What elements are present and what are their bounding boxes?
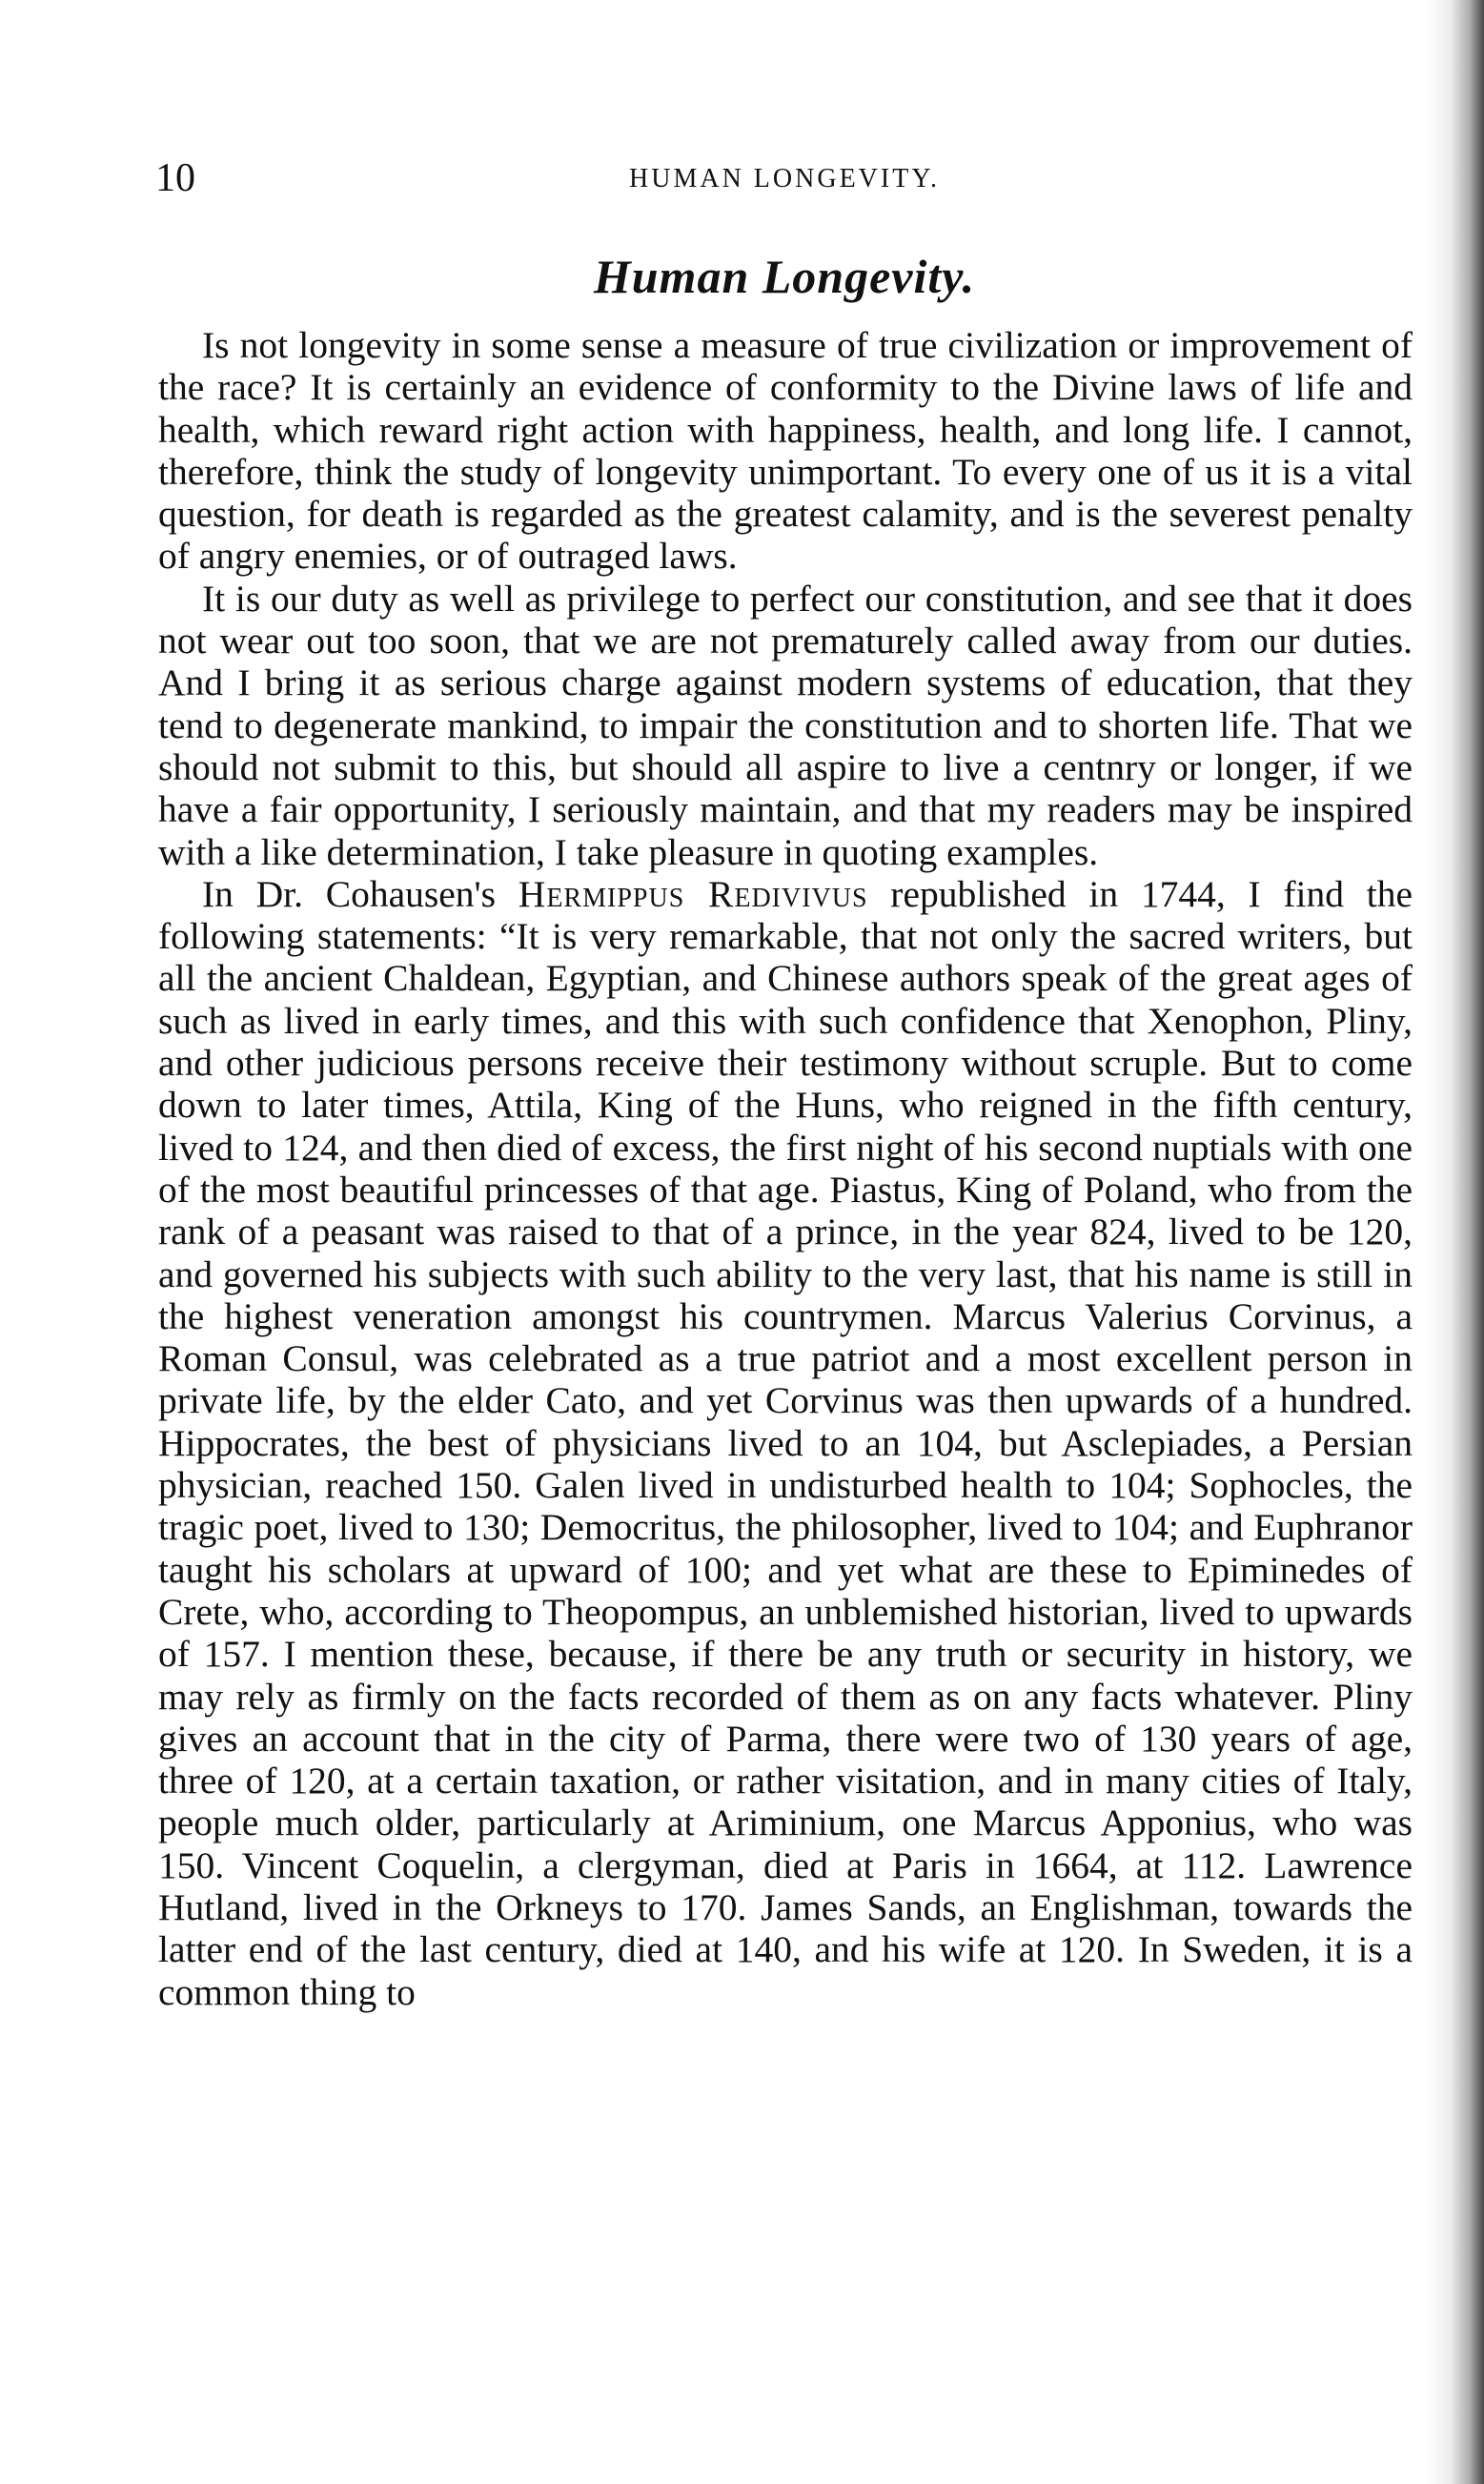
paragraph-3-lead: In Dr. Cohausen's — [202, 872, 518, 915]
running-head — [155, 154, 1413, 202]
paragraph-3-rest: republished in 1744, I find the following statements: “It is very remarkable, that not only the sacred writers, but all the ancient Chaldean, Egyptian, and Chinese authors speak of the great ages of such as lived in early times, and this with such confidence that Xenophon, Pliny, and other judicious persons receive their testimony without scruple. But to come down to later times, Attila, King of the Huns, who reigned in the fifth century, lived to 124, and then died of excess, the first night of his second nuptials with one of the most beautiful princesses of that age. Piastus, King of Poland, who from the rank of a peasant was raised to that of a prince, in the year 824, lived to be 120, and governed his subjects with such ability to the very last, that his name is still in the highest veneration amongst his countrymen. Marcus Valerius Corvinus, a Roman Consul, was celebrated as a true patriot and a most excellent person in private life, by the elder Cato, and yet Corvinus was then upwards of a hundred. Hippocrates, the best of physicians lived to an 104, but Asclepiades, a Persian physician, reached 150. Galen lived in undisturbed health to 104; Sophocles, the tragic poet, lived to 130; Democritus, the philosopher, lived to 104; and Euphranor taught his scholars at upward of 100; and yet what are these to Epiminedes of Crete, who, according to Theopompus, an unblemished historian, lived to upwards of 157. I mention these, because, if there be any truth or security in history, we may rely as firmly on the facts recorded of them as on any facts whatever. Pliny gives an account that in the city of Parma, there were two of 130 years of age, three of 120, at a certain taxation, or rather visitation, and in many cities of Italy, people much older, particularly at Ariminium, one Marcus Apponius, who was 150. Vincent Coquelin, a clergyman, died at Paris in 1664, at 112. Lawrence Hutland, lived in the Orkneys to 170. James Sands, an Englishman, towards the latter end of the last century, died at 140, and his wife at 120. In Sweden, it is a common thing to — [158, 872, 1413, 2013]
running-title: HUMAN LONGEVITY. — [629, 164, 940, 193]
paragraph-2: It is our duty as well as privilege to perfect our constitution, and see that it does not wear out too soon, that we are not prematurely called away from our duties. And I bring it as serious charge against modern systems of education, that they tend to degenerate mankind, to impair the constitution and to shorten life. That we should not submit to this, but should all aspire to live a centnry or longer, if we have a fair opportunity, I seriously maintain, and that my readers may be inspired with a like determination, I take pleasure in quoting examples. — [158, 577, 1413, 873]
chapter-title: Human Longevity. — [593, 250, 976, 303]
paragraph-1: Is not longevity in some sense a measure of true civilization or improvement of the race? It is certainly an evidence of conformity to the Divine laws of life and health, which reward right action with happiness, health, and long life. I cannot, therefore, think the study of longevity unimportant. To every one of us it is a vital question, for death is regarded as the greatest calamity, and is the severest penalty of angry enemies, or of outraged laws. — [158, 324, 1413, 578]
paragraph-3 — [158, 873, 1413, 2013]
book-title: Hermippus Redivivus — [518, 872, 868, 915]
body-text — [158, 324, 1413, 2013]
page-edge-shadow — [1427, 0, 1484, 2484]
page-number: 10 — [155, 156, 195, 200]
